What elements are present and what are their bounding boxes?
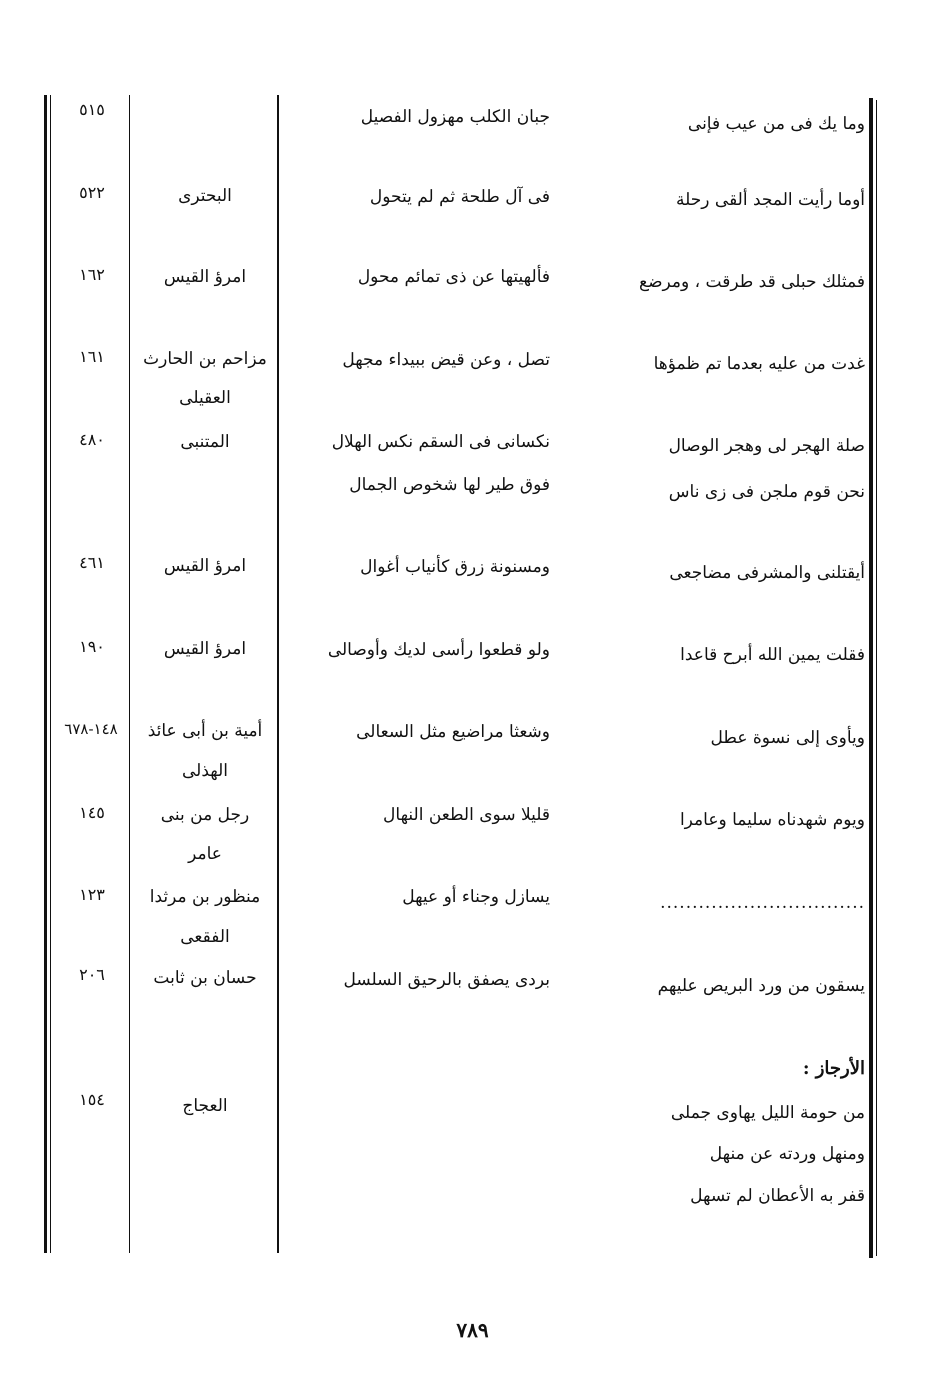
page-number: ٧٨٩ — [456, 1318, 489, 1342]
verse-first-hemistich: يسقون من ورد البريص عليهم — [657, 976, 865, 996]
poet-name: العجاج — [182, 1096, 228, 1116]
verse-first-hemistich: وما يك فى من عيب فإنى — [687, 114, 865, 134]
poet-name: البحترى — [178, 186, 232, 206]
right-border-thin — [876, 100, 877, 1256]
poet-name: أمية بن أبى عائذ — [147, 721, 263, 741]
verse-second-hemistich: نكسانى فى السقم نكس الهلال — [331, 432, 550, 452]
page-ref: ٤٨٠ — [79, 430, 105, 449]
verse-first-hemistich: ويوم شهدناه سليما وعامرا — [679, 810, 865, 830]
right-border-thick — [869, 98, 873, 1258]
verse-first-hemistich: ويأوى إلى نسوة عطل — [710, 728, 865, 748]
verse-second-hemistich: ومسنونة زرق كأنياب أغوال — [360, 557, 550, 577]
poet-name: امرؤ القيس — [163, 556, 247, 576]
verse-second-hemistich: فألهيتها عن ذى تمائم محول — [357, 267, 550, 287]
verse-second-hemistich: قليلا سوى الطعن النهال — [383, 805, 550, 825]
column-divider-poet — [277, 95, 279, 1253]
page-ref: ٤٦١ — [79, 553, 105, 572]
verse-first-hemistich-ellipsis: ................................ — [660, 893, 865, 913]
page-ref: ٢٠٦ — [79, 965, 105, 984]
poet-name-line2: الهذلى — [181, 761, 228, 781]
rajaz-line: قفر به الأعطان لم تسهل — [690, 1186, 865, 1206]
verse-second-hemistich: تصل ، وعن قيض ببيداء مجهل — [342, 350, 550, 370]
rajaz-line: ومنهل وردته عن منهل — [709, 1144, 865, 1164]
verse-second-hemistich: ولو قطعوا رأسى لديك وأوصالى — [327, 640, 550, 660]
verse-first-hemistich: فمثلك حبلى قد طرقت ، ومرضع — [639, 272, 865, 292]
verse-first-hemistich: أوما رأيت المجد ألقى رحلة — [676, 190, 865, 210]
verse-first-hemistich: أيقتلنى والمشرفى مضاجعى — [669, 563, 865, 583]
verse-first-hemistich: صلة الهجر لى وهجر الوصال — [668, 436, 865, 456]
page-ref: ٥١٥ — [79, 100, 105, 119]
verse-second-hemistich: فوق طير لها شخوص الجمال — [349, 475, 550, 495]
page-ref: ١٦٢ — [79, 265, 105, 284]
verse-second-hemistich: وشعثا مراضيع مثل السعالى — [356, 722, 550, 742]
section-heading: الأرجاز : — [802, 1058, 865, 1079]
verse-first-hemistich: نحن قوم ملجن فى زى ناس — [668, 482, 865, 502]
page-ref: ١٢٣ — [79, 885, 105, 904]
verse-second-hemistich: بردى يصفق بالرحيق السلسل — [343, 970, 550, 990]
verse-second-hemistich: يسازل وجناء أو عيهل — [402, 887, 550, 907]
left-border-thin — [50, 95, 51, 1253]
poet-name: امرؤ القيس — [163, 267, 247, 287]
verse-first-hemistich: فقلت يمين الله أبرح قاعدا — [680, 645, 865, 665]
page-ref: ١٩٠ — [79, 637, 105, 656]
poet-name: مزاحم بن الحارث — [143, 349, 267, 369]
poet-name: امرؤ القيس — [163, 639, 247, 659]
verse-first-hemistich: غدت من عليه بعدما تم ظمؤها — [653, 354, 865, 374]
poet-name: منظور بن مرثدا — [149, 887, 261, 907]
poet-name-line2: العقيلى — [179, 388, 231, 408]
page-ref: ١٦١ — [79, 347, 105, 366]
poet-name-line2: الفقعى — [180, 927, 230, 947]
page-ref: ١٤٨-٦٧٨ — [64, 720, 118, 738]
left-border-thick — [44, 95, 47, 1253]
rajaz-line: من حومة الليل يهاوى جملى — [670, 1103, 865, 1123]
verse-second-hemistich: فى آل طلحة ثم لم يتحول — [369, 187, 550, 207]
page-ref: ٥٢٢ — [79, 183, 105, 202]
poet-name: رجل من بنى — [160, 805, 250, 825]
page-ref: ١٥٤ — [79, 1090, 105, 1109]
poet-name: المتنبى — [180, 432, 230, 452]
verse-second-hemistich: جبان الكلب مهزول الفصيل — [360, 107, 550, 127]
page-ref: ١٤٥ — [79, 803, 105, 822]
poet-name: حسان بن ثابت — [153, 968, 257, 988]
poet-name-line2: عامر — [188, 844, 222, 864]
